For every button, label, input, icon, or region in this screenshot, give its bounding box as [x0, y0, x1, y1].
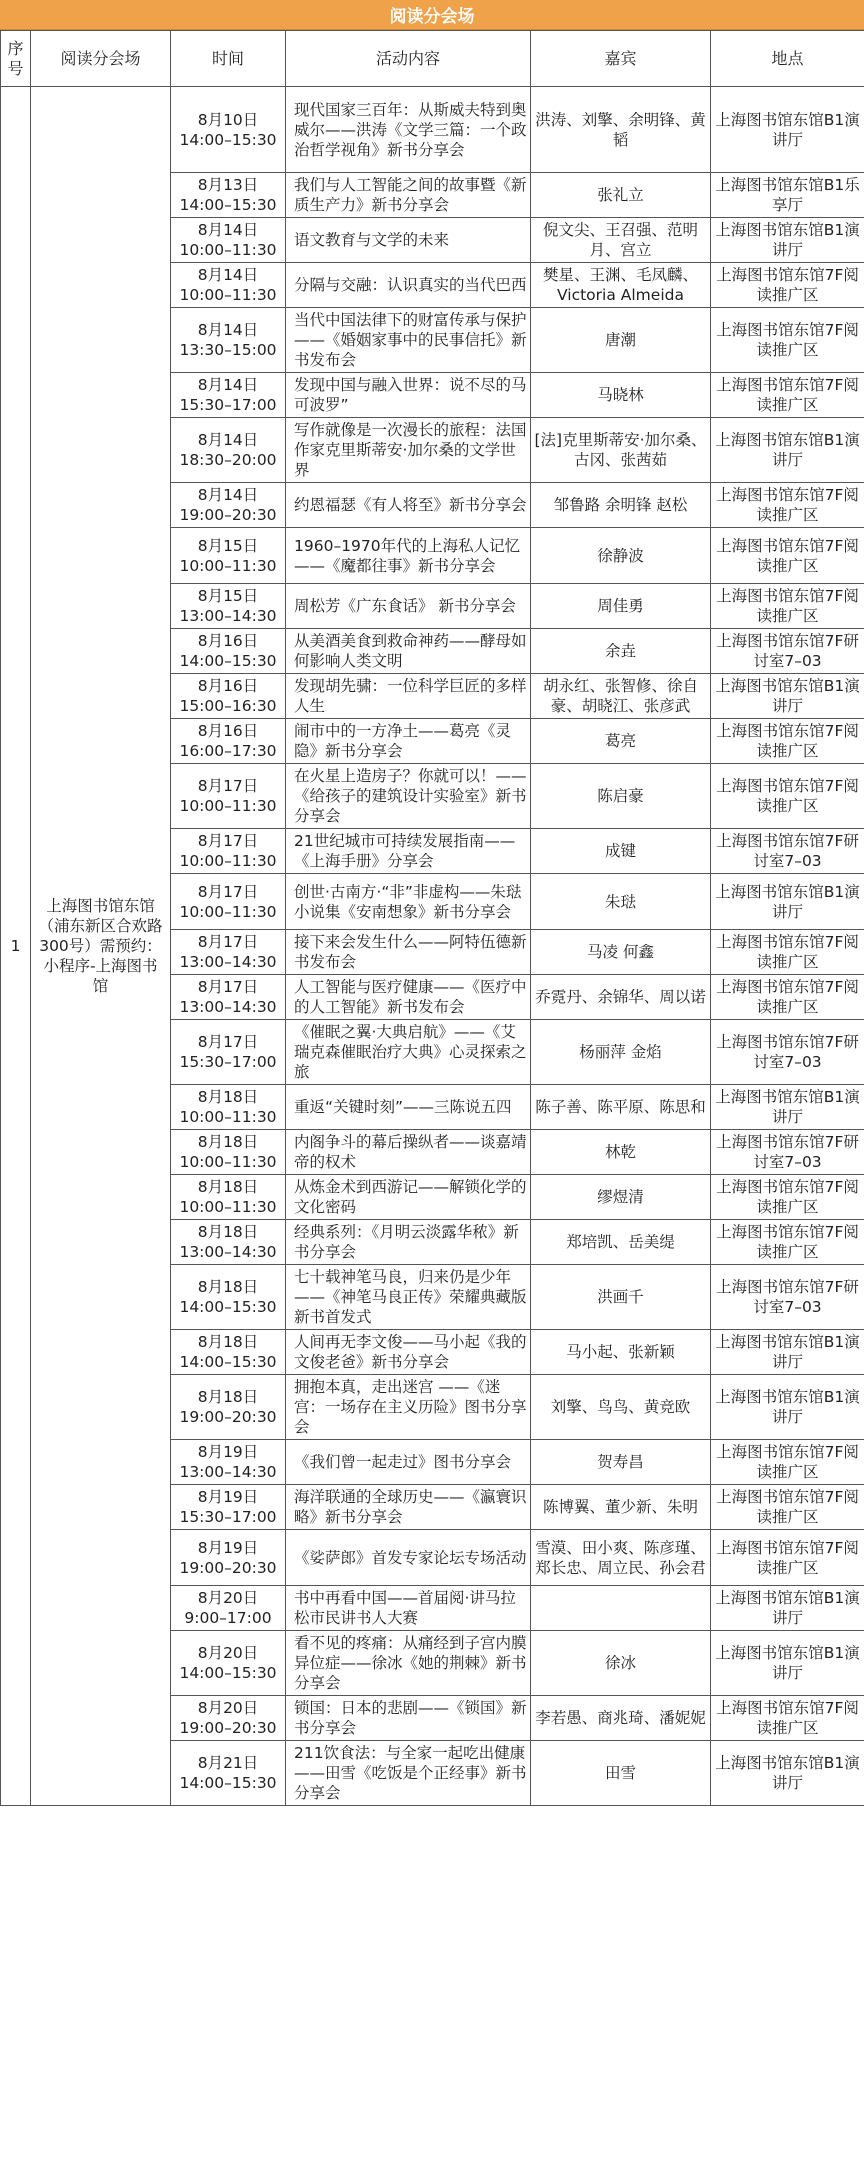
cell-content: 《我们曾一起走过》图书分享会 — [286, 1440, 531, 1485]
cell-time-range: 19:00–20:30 — [179, 1719, 277, 1737]
cell-date: 8月19日 — [197, 1538, 259, 1557]
cell-content: 在火星上造房子？你就可以！——《给孩子的建筑设计实验室》新书分享会 — [286, 764, 531, 829]
cell-time — [171, 1440, 286, 1485]
table-row — [1, 87, 864, 173]
cell-time-range: 14:00–15:30 — [179, 196, 277, 214]
table-header-row — [1, 31, 864, 87]
cell-guests: 马晓林 — [531, 373, 711, 418]
cell-guests: 陈启豪 — [531, 764, 711, 829]
cell-time-range: 15:30–17:00 — [179, 396, 277, 414]
cell-content: 从炼金术到西游记——解锁化学的文化密码 — [286, 1175, 531, 1220]
cell-location: 上海图书馆东馆7F研讨室7–03 — [711, 1020, 864, 1085]
cell-guests: 田雪 — [531, 1741, 711, 1806]
cell-content: 书中再看中国——首届阅·讲马拉松市民讲书人大赛 — [286, 1586, 531, 1631]
cell-content: 内阁争斗的幕后操纵者——谈嘉靖帝的权术 — [286, 1130, 531, 1175]
cell-content: 现代国家三百年：从斯威夫特到奥威尔——洪涛《文学三篇：一个政治哲学视角》新书分享会 — [286, 87, 531, 173]
cell-time-range: 10:00–11:30 — [179, 286, 277, 304]
cell-guests: 余垚 — [531, 629, 711, 674]
cell-guests: 林乾 — [531, 1130, 711, 1175]
cell-time — [171, 173, 286, 218]
cell-content: 分隔与交融：认识真实的当代巴西 — [286, 263, 531, 308]
cell-time — [171, 1020, 286, 1085]
cell-guests: 徐静波 — [531, 528, 711, 584]
group-venue: 上海图书馆东馆（浦东新区合欢路300号）需预约：小程序-上海图书馆 — [31, 87, 171, 1806]
cell-date: 8月21日 — [197, 1754, 259, 1772]
cell-guests: 葛亮 — [531, 719, 711, 764]
cell-guests: 李若愚、商兆琦、潘妮妮 — [531, 1696, 711, 1741]
cell-time — [171, 218, 286, 263]
cell-location: 上海图书馆东馆B1演讲厅 — [711, 418, 864, 483]
cell-time-range: 13:00–14:30 — [179, 1243, 277, 1261]
cell-date: 8月15日 — [197, 536, 259, 555]
cell-date: 8月18日 — [197, 1223, 259, 1241]
cell-time-range: 10:00–11:30 — [179, 852, 277, 870]
cell-time — [171, 1130, 286, 1175]
cell-guests: 缪煜清 — [531, 1175, 711, 1220]
cell-date: 8月14日 — [197, 321, 259, 339]
cell-guests: 贺寿昌 — [531, 1440, 711, 1485]
cell-time-range: 10:00–11:30 — [179, 1108, 277, 1126]
cell-date: 8月16日 — [197, 632, 259, 650]
cell-location: 上海图书馆东馆B1演讲厅 — [711, 1330, 864, 1375]
cell-content: 从美酒美食到救命神药——酵母如何影响人类文明 — [286, 629, 531, 674]
cell-date: 8月15日 — [197, 587, 259, 605]
cell-content: 发现胡先骕：一位科学巨匠的多样人生 — [286, 674, 531, 719]
cell-location: 上海图书馆东馆7F阅读推广区 — [711, 1696, 864, 1741]
cell-date: 8月14日 — [197, 431, 259, 449]
cell-content: 海洋联通的全球历史——《瀛寰识略》新书分享会 — [286, 1485, 531, 1530]
cell-date: 8月18日 — [197, 1178, 259, 1196]
cell-guests: 徐冰 — [531, 1631, 711, 1696]
header-guests: 嘉宾 — [531, 31, 711, 87]
cell-time — [171, 629, 286, 674]
cell-date: 8月14日 — [197, 486, 259, 504]
cell-guests: 杨丽萍 金焰 — [531, 1020, 711, 1085]
cell-location: 上海图书馆东馆B1演讲厅 — [711, 1741, 864, 1806]
cell-content: 周松芳《广东食话》 新书分享会 — [286, 584, 531, 629]
cell-content: 重返“关键时刻”——三陈说五四 — [286, 1085, 531, 1130]
cell-guests: 成键 — [531, 829, 711, 874]
cell-guests: 郑培凯、岳美缇 — [531, 1220, 711, 1265]
cell-time — [171, 764, 286, 829]
cell-date: 8月17日 — [197, 1033, 259, 1051]
cell-content: 语文教育与文学的未来 — [286, 218, 531, 263]
cell-guests: 张礼立 — [531, 173, 711, 218]
cell-guests: 乔霓丹、余锦华、周以诺 — [531, 975, 711, 1020]
cell-location: 上海图书馆东馆7F研讨室7–03 — [711, 1130, 864, 1175]
cell-location: 上海图书馆东馆7F阅读推广区 — [711, 584, 864, 629]
header-venue: 阅读分会场 — [31, 31, 171, 87]
cell-time-range: 15:30–17:00 — [179, 1508, 277, 1526]
cell-time-range: 10:00–11:30 — [179, 902, 277, 921]
cell-content: 当代中国法律下的财富传承与保护——《婚姻家事中的民事信托》新书发布会 — [286, 308, 531, 373]
cell-content: 发现中国与融入世界：说不尽的马可波罗” — [286, 373, 531, 418]
cell-guests: 刘擎、鸟鸟、黄竞欧 — [531, 1375, 711, 1440]
cell-location: 上海图书馆东馆7F阅读推广区 — [711, 1175, 864, 1220]
cell-date: 8月16日 — [197, 677, 259, 695]
cell-time-range: 19:00–20:30 — [179, 1408, 277, 1426]
page-banner: 阅读分会场 — [0, 0, 864, 30]
cell-date: 8月14日 — [197, 266, 259, 284]
cell-time-range: 19:00–20:30 — [179, 506, 277, 524]
cell-date: 8月17日 — [197, 978, 259, 996]
cell-location: 上海图书馆东馆B1演讲厅 — [711, 874, 864, 930]
cell-guests: 周佳勇 — [531, 584, 711, 629]
cell-guests: 倪文尖、王召强、范明月、宫立 — [531, 218, 711, 263]
cell-content: 1960–1970年代的上海私人记忆——《魔都往事》新书分享会 — [286, 528, 531, 584]
cell-guests: 马凌 何鑫 — [531, 930, 711, 975]
cell-time-range: 15:30–17:00 — [179, 1053, 277, 1071]
cell-guests: 胡永红、张智修、徐自豪、胡晓江、张彦武 — [531, 674, 711, 719]
cell-date: 8月14日 — [197, 221, 259, 239]
cell-time-range: 13:00–14:30 — [179, 607, 277, 625]
cell-content: 七十载神笔马良，归来仍是少年——《神笔马良正传》荣耀典藏版新书首发式 — [286, 1265, 531, 1330]
cell-location: 上海图书馆东馆7F阅读推广区 — [711, 263, 864, 308]
cell-content: 《催眠之翼·大典启航》——《艾瑞克森催眠治疗大典》心灵探索之旅 — [286, 1020, 531, 1085]
cell-content: 写作就像是一次漫长的旅程：法国作家克里斯蒂安·加尔桑的文学世界 — [286, 418, 531, 483]
cell-time-range: 10:00–11:30 — [179, 556, 277, 575]
cell-time-range: 14:00–15:30 — [179, 1353, 277, 1371]
cell-date: 8月18日 — [197, 1133, 259, 1151]
cell-time — [171, 418, 286, 483]
cell-time-range: 10:00–11:30 — [179, 1198, 277, 1216]
cell-content: 《娑萨郎》首发专家论坛专场活动 — [286, 1530, 531, 1586]
cell-time-range: 15:00–16:30 — [179, 697, 277, 715]
cell-time-range: 16:00–17:30 — [179, 742, 277, 760]
cell-time-range: 10:00–11:30 — [179, 1153, 277, 1171]
cell-time — [171, 1265, 286, 1330]
cell-time — [171, 829, 286, 874]
cell-time — [171, 1485, 286, 1530]
cell-time-range: 19:00–20:30 — [179, 1558, 277, 1577]
cell-time-range: 14:00–15:30 — [179, 1298, 277, 1316]
cell-guests: 朱琺 — [531, 874, 711, 930]
cell-time — [171, 1085, 286, 1130]
cell-content: 约恩福瑟《有人将至》新书分享会 — [286, 483, 531, 528]
cell-guests: 马小起、张新颖 — [531, 1330, 711, 1375]
cell-location: 上海图书馆东馆7F阅读推广区 — [711, 930, 864, 975]
cell-time-range: 13:00–14:30 — [179, 1463, 277, 1481]
cell-time — [171, 584, 286, 629]
cell-guests: 洪画千 — [531, 1265, 711, 1330]
group-index: 1 — [1, 87, 31, 1806]
cell-time — [171, 373, 286, 418]
cell-location: 上海图书馆东馆B1演讲厅 — [711, 1586, 864, 1631]
cell-date: 8月20日 — [197, 1644, 259, 1662]
cell-content: 锁国：日本的悲剧——《锁国》新书分享会 — [286, 1696, 531, 1741]
cell-time — [171, 1330, 286, 1375]
cell-content: 闹市中的一方净土——葛亮《灵隐》新书分享会 — [286, 719, 531, 764]
cell-time — [171, 1696, 286, 1741]
cell-location: 上海图书馆东馆7F阅读推广区 — [711, 1220, 864, 1265]
cell-time — [171, 1631, 286, 1696]
cell-time — [171, 719, 286, 764]
cell-date: 8月13日 — [197, 176, 259, 194]
cell-date: 8月17日 — [197, 933, 259, 951]
cell-location: 上海图书馆东馆7F阅读推广区 — [711, 1485, 864, 1530]
cell-content: 211饮食法：与全家一起吃出健康——田雪《吃饭是个正经事》新书分享会 — [286, 1741, 531, 1806]
cell-content: 人工智能与医疗健康——《医疗中的人工智能》新书发布会 — [286, 975, 531, 1020]
cell-guests: [法]克里斯蒂安·加尔桑、古冈、张茜茹 — [531, 418, 711, 483]
cell-content: 经典系列：《月明云淡露华秾》新书分享会 — [286, 1220, 531, 1265]
cell-date: 8月14日 — [197, 376, 259, 394]
cell-date: 8月20日 — [197, 1589, 259, 1607]
cell-time-range: 9:00–17:00 — [184, 1609, 272, 1627]
cell-content: 创世·古南方·“非”非虚构——朱琺小说集《安南想象》新书分享会 — [286, 874, 531, 930]
cell-location: 上海图书馆东馆B1演讲厅 — [711, 674, 864, 719]
cell-time — [171, 87, 286, 173]
cell-time-range: 10:00–11:30 — [179, 797, 277, 815]
header-content: 活动内容 — [286, 31, 531, 87]
cell-location: 上海图书馆东馆B1演讲厅 — [711, 1375, 864, 1440]
cell-date: 8月10日 — [197, 110, 259, 129]
header-time: 时间 — [171, 31, 286, 87]
cell-time-range: 13:30–15:00 — [179, 341, 277, 359]
cell-time — [171, 1530, 286, 1586]
cell-content: 看不见的疼痛：从痛经到子宫内膜异位症——徐冰《她的荆棘》新书分享会 — [286, 1631, 531, 1696]
cell-time — [171, 930, 286, 975]
cell-date: 8月18日 — [197, 1333, 259, 1351]
cell-location: 上海图书馆东馆7F研讨室7–03 — [711, 829, 864, 874]
cell-date: 8月17日 — [197, 882, 259, 901]
cell-location: 上海图书馆东馆7F研讨室7–03 — [711, 1265, 864, 1330]
cell-time — [171, 1220, 286, 1265]
cell-location: 上海图书馆东馆7F阅读推广区 — [711, 975, 864, 1020]
cell-content: 我们与人工智能之间的故事暨《新质生产力》新书分享会 — [286, 173, 531, 218]
cell-time — [171, 308, 286, 373]
cell-location: 上海图书馆东馆B1乐享厅 — [711, 173, 864, 218]
cell-date: 8月17日 — [197, 777, 259, 795]
cell-time — [171, 674, 286, 719]
cell-guests: 洪涛、刘擎、余明锋、黄韬 — [531, 87, 711, 173]
cell-date: 8月16日 — [197, 722, 259, 740]
cell-guests: 唐潮 — [531, 308, 711, 373]
cell-location: 上海图书馆东馆7F研讨室7–03 — [711, 629, 864, 674]
cell-guests: 樊星、王渊、毛凤麟、Victoria Almeida — [531, 263, 711, 308]
cell-location: 上海图书馆东馆B1演讲厅 — [711, 87, 864, 173]
cell-guests: 陈子善、陈平原、陈思和 — [531, 1085, 711, 1130]
cell-guests: 雪漠、田小爽、陈彦瑾、郑长忠、周立民、孙会君 — [531, 1530, 711, 1586]
cell-time-range: 18:30–20:00 — [179, 451, 277, 469]
cell-content: 接下来会发生什么——阿特伍德新书发布会 — [286, 930, 531, 975]
cell-time-range: 10:00–11:30 — [179, 241, 277, 259]
cell-time-range: 14:00–15:30 — [179, 1774, 277, 1792]
cell-time-range: 13:00–14:30 — [179, 953, 277, 971]
cell-guests: 陈博翼、董少新、朱明 — [531, 1485, 711, 1530]
cell-time — [171, 263, 286, 308]
header-index: 序号 — [1, 31, 31, 87]
cell-content: 拥抱本真，走出迷宫 ——《迷宫：一场存在主义历险》图书分享会 — [286, 1375, 531, 1440]
cell-time-range: 14:00–15:30 — [179, 130, 277, 149]
cell-location: 上海图书馆东馆7F阅读推广区 — [711, 308, 864, 373]
cell-date: 8月19日 — [197, 1488, 259, 1506]
cell-time — [171, 874, 286, 930]
cell-date: 8月19日 — [197, 1443, 259, 1461]
cell-time-range: 14:00–15:30 — [179, 652, 277, 670]
cell-content: 人间再无李文俊——马小起《我的文俊老爸》新书分享会 — [286, 1330, 531, 1375]
cell-date: 8月17日 — [197, 832, 259, 850]
cell-time-range: 14:00–15:30 — [179, 1664, 277, 1682]
cell-time — [171, 1741, 286, 1806]
cell-location: 上海图书馆东馆7F阅读推广区 — [711, 528, 864, 584]
cell-time — [171, 975, 286, 1020]
cell-content: 21世纪城市可持续发展指南——《上海手册》分享会 — [286, 829, 531, 874]
cell-location: 上海图书馆东馆7F阅读推广区 — [711, 1440, 864, 1485]
cell-date: 8月20日 — [197, 1699, 259, 1717]
cell-location: 上海图书馆东馆7F阅读推广区 — [711, 373, 864, 418]
cell-guests — [531, 1586, 711, 1631]
cell-location: 上海图书馆东馆7F阅读推广区 — [711, 483, 864, 528]
cell-location: 上海图书馆东馆B1演讲厅 — [711, 1631, 864, 1696]
cell-location: 上海图书馆东馆7F阅读推广区 — [711, 764, 864, 829]
cell-location: 上海图书馆东馆B1演讲厅 — [711, 1085, 864, 1130]
cell-time — [171, 483, 286, 528]
cell-date: 8月18日 — [197, 1088, 259, 1106]
schedule-table — [0, 30, 864, 1806]
cell-time — [171, 1375, 286, 1440]
cell-location: 上海图书馆东馆B1演讲厅 — [711, 218, 864, 263]
cell-date: 8月18日 — [197, 1388, 259, 1406]
cell-time — [171, 528, 286, 584]
cell-location: 上海图书馆东馆7F阅读推广区 — [711, 719, 864, 764]
cell-time — [171, 1586, 286, 1631]
cell-date: 8月18日 — [197, 1278, 259, 1296]
cell-time — [171, 1175, 286, 1220]
cell-guests: 邹鲁路 余明锋 赵松 — [531, 483, 711, 528]
header-location: 地点 — [711, 31, 864, 87]
cell-time-range: 13:00–14:30 — [179, 998, 277, 1016]
cell-location: 上海图书馆东馆7F阅读推广区 — [711, 1530, 864, 1586]
